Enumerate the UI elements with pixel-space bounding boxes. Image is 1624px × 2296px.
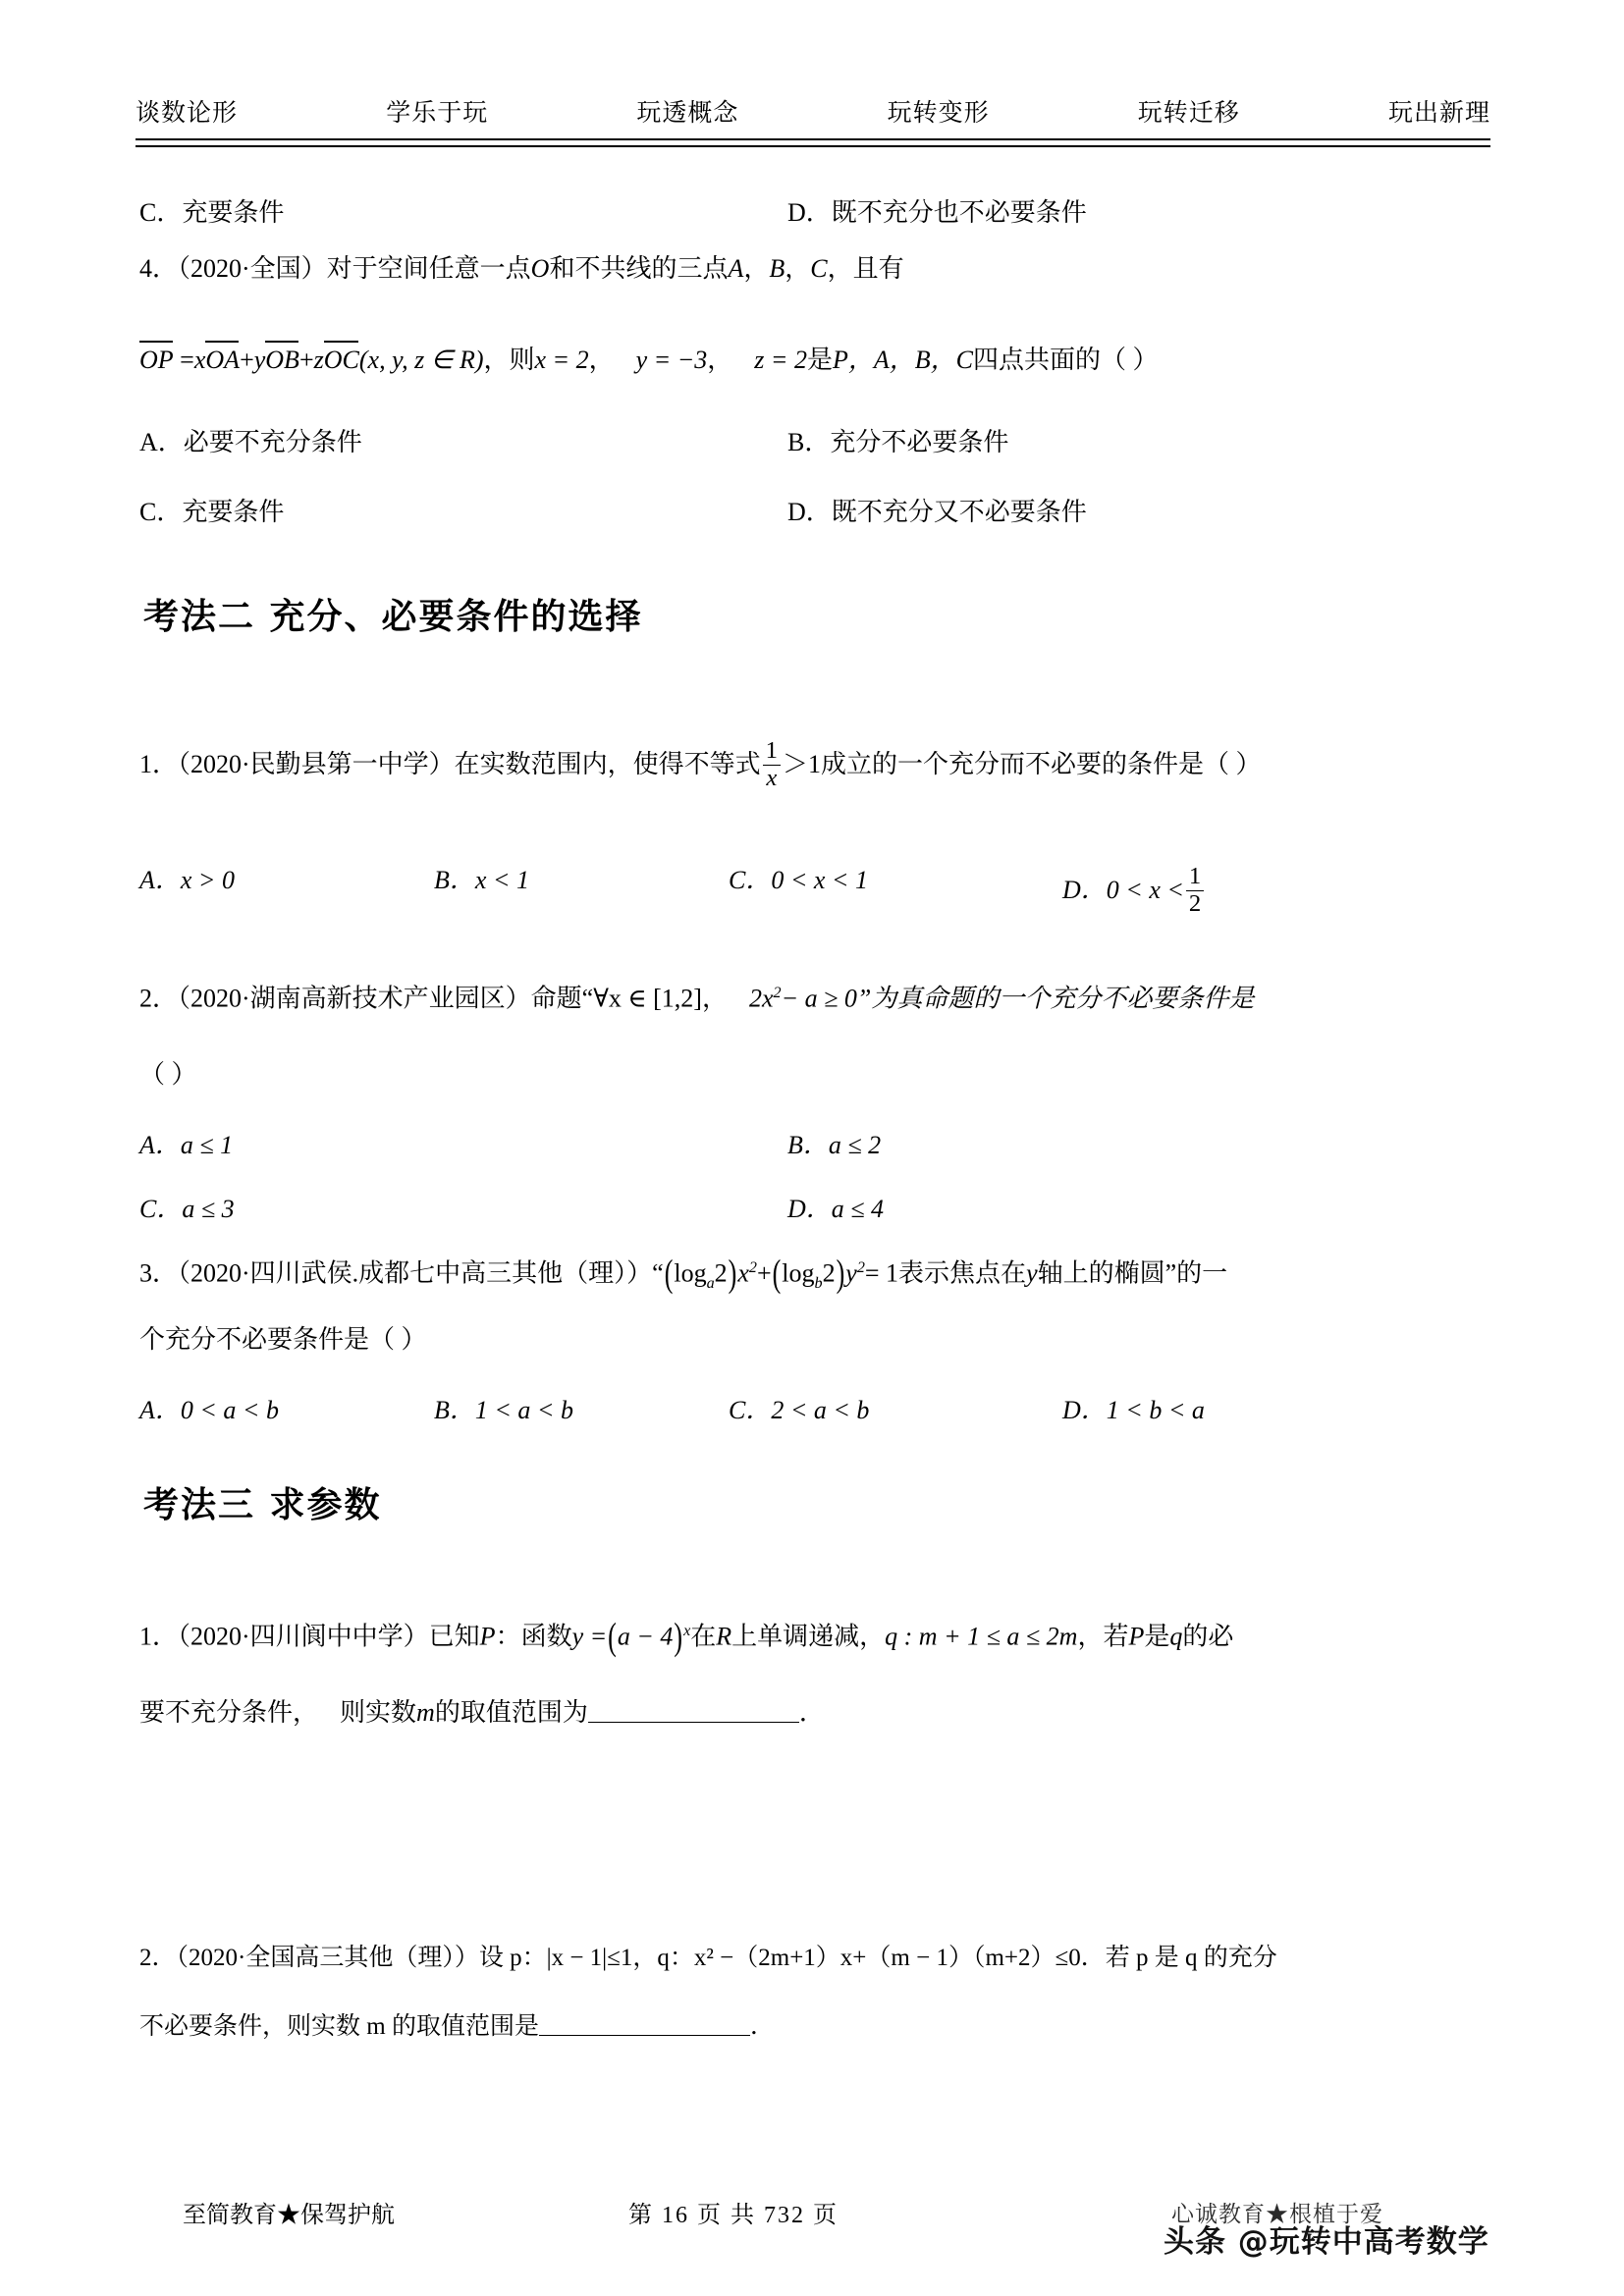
s2-q2-exponent: 2 bbox=[773, 985, 782, 1001]
s3-q1-answer-blank[interactable] bbox=[588, 1696, 799, 1723]
header-item-6: 玩出新理 bbox=[1387, 100, 1490, 127]
formula-tail-2: 四点共面的（ ） bbox=[972, 346, 1159, 374]
formula-plus-2: + bbox=[298, 346, 314, 374]
s3-q2-answer-blank[interactable] bbox=[539, 2010, 750, 2036]
formula-tail: 是 bbox=[806, 346, 833, 374]
s3-q1-stem-line2 bbox=[139, 1696, 825, 1730]
q3-option-d: D．既不充分也不必要条件 bbox=[787, 198, 1087, 227]
header-divider bbox=[135, 138, 1490, 147]
s2-q2-option-b: B．a ≤ 2 bbox=[787, 1131, 882, 1159]
s3-q1-stem-f: 是 bbox=[1144, 1622, 1170, 1651]
q4-stem-text-a: 4．（2020·全国）对于空间任意一点 bbox=[139, 254, 531, 283]
s2-q2-options-cd bbox=[139, 1193, 1318, 1226]
footer-brand-mark: 心诚教育★根植于爱 bbox=[1171, 2202, 1383, 2226]
footer-watermark: 头条 @玩转中高考数学 bbox=[1164, 2224, 1489, 2260]
q4-point-b: B bbox=[769, 254, 785, 283]
s2-q3-axis: y bbox=[1026, 1258, 1038, 1288]
s2-q3-log-a-base: a bbox=[706, 1274, 715, 1292]
s2-q3-stem-line1: 3．（2020·四川武侯.成都七中高三其他（理））“$(\log_a2)x^2+(\log_b2)y^2= 1$表示焦点在y轴上的椭圆”的一 bbox=[139, 1252, 1228, 1295]
s2-q2-expr: 2x bbox=[748, 984, 774, 1013]
header-item-5: 玩转迁移 bbox=[1137, 100, 1240, 127]
s2-q3-option-d: D．1 < b < a bbox=[1062, 1396, 1205, 1424]
fraction-numerator: 1 bbox=[765, 737, 779, 764]
q4-option-a: A．必要不充分条件 bbox=[139, 428, 362, 456]
s3-q1-q-condition: q : m + 1 ≤ a ≤ 2m bbox=[885, 1622, 1078, 1651]
s3-q1-exponent: x bbox=[683, 1623, 691, 1639]
s3-q2-stem-line1: 2．（2020·全国高三其他（理））设 p：|x − 1|≤1，q：x² −（2m+1）x+（m − 1）（m+2）≤0．若 p 是 q 的充分 bbox=[139, 1945, 1277, 1971]
s2-q1-option-a: A．x > 0 bbox=[139, 866, 235, 894]
s2-q3-var-x-exp: 2 bbox=[748, 1259, 757, 1276]
s2-q3-var-y-exp: 2 bbox=[856, 1259, 865, 1276]
s2-q1-option-b: B．x < 1 bbox=[434, 866, 529, 894]
formula-points: P，A，B，C bbox=[832, 346, 973, 374]
s3-q1-stem-g: 的必 bbox=[1182, 1622, 1234, 1651]
formula-equals: = bbox=[180, 346, 194, 374]
header-item-3: 玩透概念 bbox=[636, 100, 739, 127]
s2-q3-stem-c: 轴上的椭圆”的一 bbox=[1037, 1258, 1228, 1288]
s2-q3-options bbox=[139, 1394, 1416, 1427]
q4-stem-text-b: 和不共线的三点 bbox=[549, 254, 729, 283]
s2-q3-log-a-arg: 2 bbox=[714, 1258, 728, 1288]
s2-q1-option-c: C．0 < x < 1 bbox=[729, 866, 868, 894]
s3-q1-base: a − 4 bbox=[617, 1622, 674, 1651]
s3-q1-y-equals: y = bbox=[571, 1622, 608, 1651]
q4-stem-line1: 4．（2020·全国）对于空间任意一点O和不共线的三点A，B，C，且有 bbox=[139, 254, 904, 283]
formula-x: x bbox=[193, 346, 206, 374]
s3-q1-line2-c: 的取值范围为 bbox=[434, 1698, 588, 1727]
s2-q3-stem-line2: 个充分不必要条件是（ ） bbox=[139, 1325, 427, 1354]
s2-q3-stem-b: 表示焦点在 bbox=[898, 1258, 1027, 1288]
q4-formula-line: OP =xOA+yOB+zOC(x, y, z ∈ R)，则x = 2， y = −3， z = 2是P，A，B，C四点共面的（ ） bbox=[139, 342, 1158, 377]
formula-domain: (x, y, z ∈ R) bbox=[358, 346, 484, 374]
q4-option-d: D．既不充分又不必要条件 bbox=[787, 498, 1087, 526]
s2-q3-equals-one: = 1 bbox=[864, 1258, 899, 1288]
s3-q1-stem-d: 上单调递减， bbox=[731, 1622, 886, 1651]
q4-point-a: A bbox=[728, 254, 744, 283]
formula-y-value: y = −3 bbox=[635, 346, 708, 374]
s3-q1-stem-c: 在 bbox=[690, 1622, 717, 1651]
formula-y: y bbox=[253, 346, 266, 374]
s3-q1-stem-a: 1．（2020·四川阆中中学）已知 bbox=[139, 1622, 480, 1651]
s2-q2-stem-line2: （ ） bbox=[139, 1060, 197, 1089]
q4-point-o: O bbox=[530, 254, 550, 283]
fraction-numerator: 1 bbox=[1188, 863, 1202, 889]
s2-q1-option-d bbox=[1062, 864, 1206, 917]
header-item-1: 谈数论形 bbox=[135, 100, 239, 127]
header-item-4: 玩转变形 bbox=[887, 100, 990, 127]
s2-q2-stem-b: − a ≥ 0”为真命题的一个充分不必要条件是 bbox=[781, 984, 1255, 1013]
s3-q1-line2-end: ． bbox=[798, 1698, 825, 1727]
q3-option-c: C．充要条件 bbox=[139, 198, 285, 227]
q4-options-cd bbox=[139, 496, 1318, 529]
s2-q3-option-b: B．1 < a < b bbox=[434, 1396, 573, 1424]
s2-q1-stem-a: 1．（2020·民勤县第一中学）在实数范围内，使得不等式 bbox=[139, 749, 761, 778]
vector-ob: OB bbox=[265, 342, 299, 377]
s3-q2-stem-line2 bbox=[139, 2010, 775, 2044]
fraction-one-over-x bbox=[763, 738, 781, 791]
formula-plus-1: + bbox=[240, 346, 254, 374]
s3-q1-stem-line1: 1．（2020·四川阆中中学）已知P：函数$y =(a - 4)^x$在R上单调递减，q : m + 1 ≤ a ≤ 2m，若P是q的必 bbox=[139, 1615, 1234, 1658]
s3-q1-q-symbol-2: q bbox=[1169, 1622, 1183, 1651]
s2-q3-stem-a: 3．（2020·四川武侯.成都七中高三其他（理））“ bbox=[139, 1258, 664, 1288]
q3-options-cd bbox=[139, 196, 1318, 230]
s2-q2-stem-a: 2．（2020·湖南高新技术产业园区）命题“∀x ∈ [1,2]， bbox=[139, 984, 728, 1013]
s2-q3-option-c: C．2 < a < b bbox=[729, 1396, 870, 1424]
s2-q3-plus: + bbox=[756, 1258, 772, 1288]
formula-x-value: x = 2 bbox=[534, 346, 589, 374]
s2-q3-log-b: log bbox=[782, 1258, 815, 1288]
s2-q1-stem bbox=[139, 738, 1262, 791]
vector-op: OP bbox=[139, 342, 174, 377]
s3-q1-m-symbol: m bbox=[416, 1698, 435, 1727]
fraction-denominator: x bbox=[763, 765, 781, 792]
s2-q1-stem-b: ＞1成立的一个充分而不必要的条件是（ ） bbox=[783, 749, 1262, 778]
s2-q3-var-y: y bbox=[845, 1258, 857, 1288]
s3-q1-line2-b: 则实数 bbox=[340, 1698, 417, 1727]
s3-q1-stem-b: ：函数 bbox=[495, 1622, 572, 1651]
s2-q2-option-a: A．a ≤ 1 bbox=[139, 1131, 234, 1159]
s2-q2-option-c: C．a ≤ 3 bbox=[139, 1195, 235, 1223]
formula-z: z bbox=[313, 346, 324, 374]
s3-q2-line2-end: ． bbox=[749, 2013, 775, 2040]
page-header bbox=[135, 93, 1490, 137]
s2-q2-stem-line1 bbox=[139, 977, 1254, 1016]
s3-q1-p-symbol-2: P bbox=[1128, 1622, 1145, 1651]
section-heading-3: 考法三 求参数 bbox=[143, 1485, 382, 1525]
q4-options-ab bbox=[139, 426, 1318, 459]
vector-oc: OC bbox=[324, 342, 359, 377]
s3-q2-line2-a: 不必要条件，则实数 m 的取值范围是 bbox=[139, 2013, 539, 2040]
q4-option-b: B．充分不必要条件 bbox=[787, 428, 1009, 456]
footer-page-number: 第 16 页 共 732 页 bbox=[628, 2203, 839, 2228]
formula-z-value: z = 2 bbox=[754, 346, 807, 374]
header-item-2: 学乐于玩 bbox=[386, 100, 489, 127]
s2-q3-log-b-arg: 2 bbox=[822, 1258, 836, 1288]
section-heading-2: 考法二 充分、必要条件的选择 bbox=[143, 597, 643, 637]
fraction-one-half bbox=[1186, 864, 1204, 917]
fraction-denominator: 2 bbox=[1186, 890, 1204, 918]
s3-q1-p-symbol: P bbox=[479, 1622, 496, 1651]
s2-q3-log-a: log bbox=[674, 1258, 707, 1288]
s2-q2-options-ab bbox=[139, 1129, 1318, 1162]
q4-point-c: C bbox=[810, 254, 828, 283]
q4-option-c: C．充要条件 bbox=[139, 498, 285, 526]
s2-q1-options bbox=[139, 864, 1416, 917]
vector-oa: OA bbox=[205, 342, 240, 377]
formula-then: ，则 bbox=[483, 346, 535, 374]
s2-q1-option-d-text: D．0 < x < bbox=[1062, 875, 1184, 904]
s3-q1-line2-a: 要不充分条件， bbox=[139, 1698, 319, 1727]
footer-left-text: 至简教育★保驾护航 bbox=[183, 2203, 395, 2228]
q4-stem-text-c: ，且有 bbox=[827, 254, 904, 283]
s2-q3-log-b-base: b bbox=[814, 1274, 823, 1292]
s3-q1-stem-e: ，若 bbox=[1077, 1622, 1129, 1651]
s2-q3-var-x: x bbox=[737, 1258, 749, 1288]
s3-q1-r-symbol: R bbox=[716, 1622, 732, 1651]
s2-q2-option-d: D．a ≤ 4 bbox=[787, 1195, 885, 1223]
s2-q3-option-a: A．0 < a < b bbox=[139, 1396, 279, 1424]
